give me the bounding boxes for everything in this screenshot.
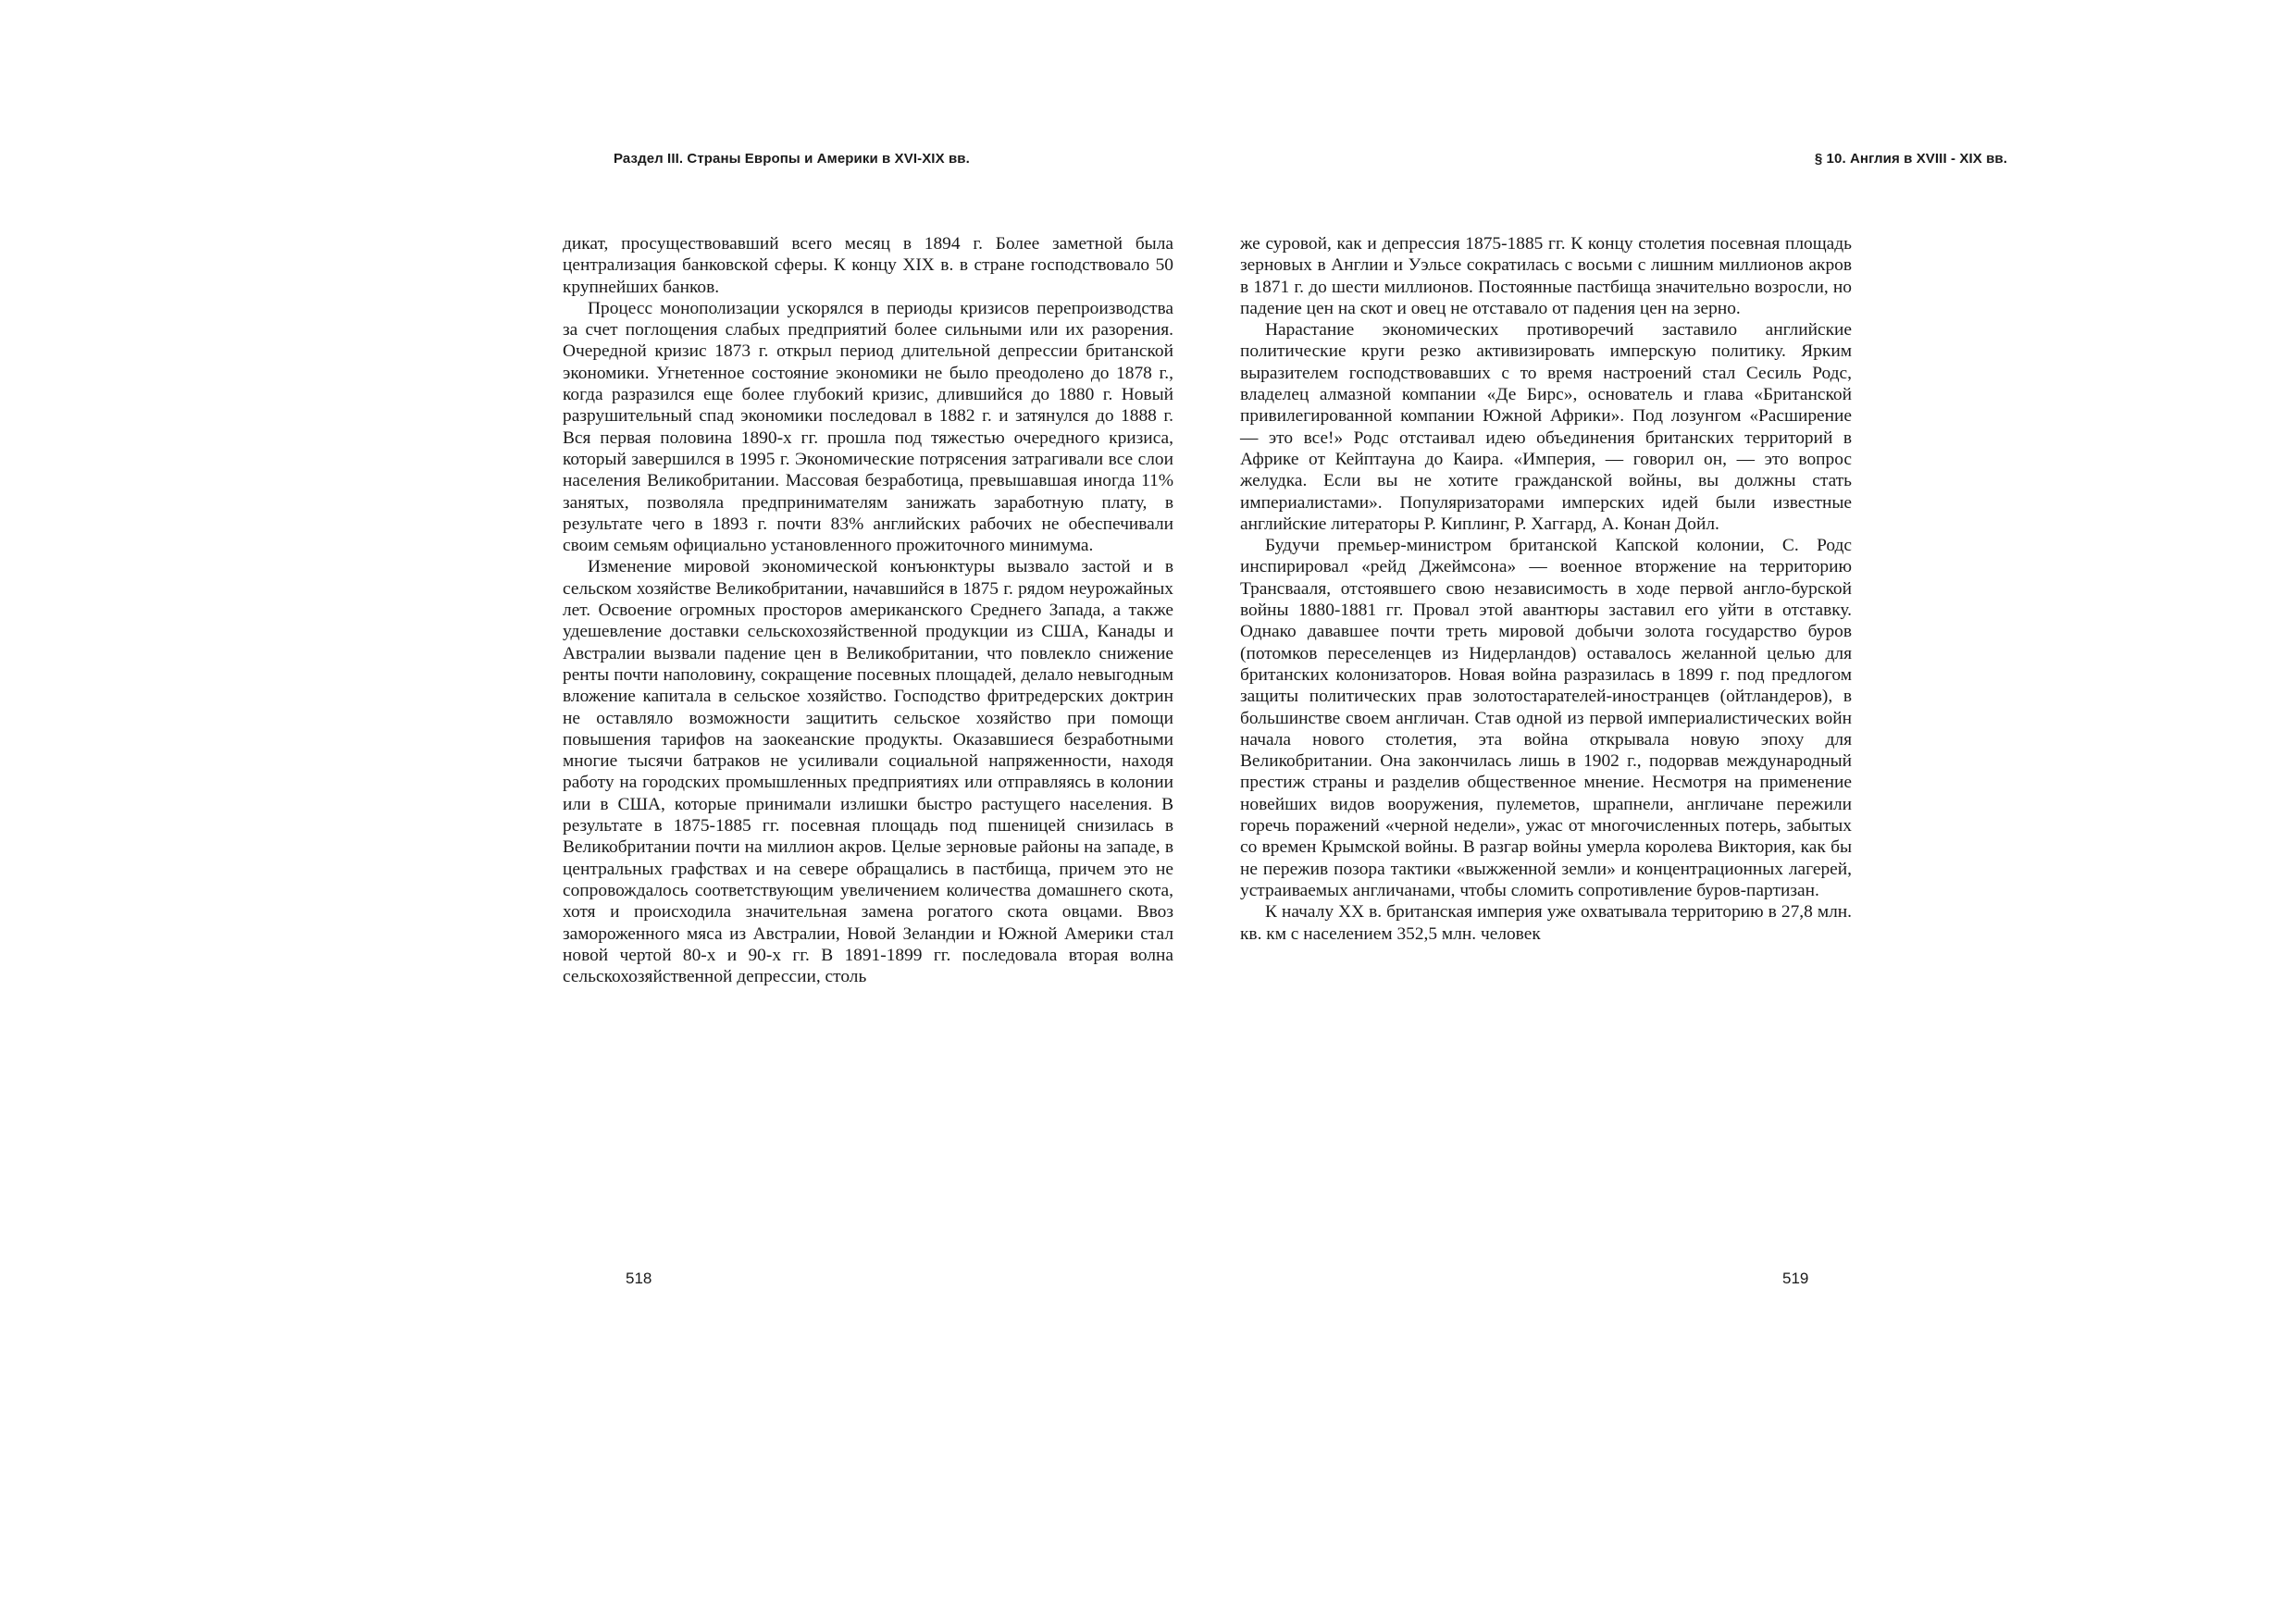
left-text-block bbox=[563, 233, 1173, 987]
right-running-head: § 10. Англия в XVIII - XIX вв. bbox=[1814, 151, 2007, 167]
right-page-number: 519 bbox=[1782, 1270, 1809, 1287]
left-running-head: Раздел III. Страны Европы и Америки в XVI-XIX вв. bbox=[614, 151, 970, 167]
left-paragraph-1: дикат, просуществовавший всего месяц в 1894 г. Более заметной была централизация банковской сферы. К концу XIX в. в стране господствовало 50 крупнейших банков. bbox=[563, 234, 1173, 297]
right-paragraph-2: Нарастание экономических противоречий заставило английские политические круги резко активизировать имперскую политику. Ярким выразителем господствовавших с то время настроений стал Сесиль Родс, владелец алмазной компании «Де Бирс», основатель и глава «Британской привилегированной компании Южной Африки». Под лозунгом «Расширение — это все!» Родс отстаивал идею объединения британских территорий в Африке от Кейптауна до Каира. «Империя, — говорил он, — это вопрос желудка. Если вы не хотите гражданской войны, вы должны стать империалистами». Популяризаторами имперских идей были известные английские литераторы Р. Киплинг, Р. Хаггард, А. Конан Дойл. bbox=[1240, 320, 1852, 534]
left-page-number: 518 bbox=[626, 1270, 652, 1287]
right-page bbox=[1148, 0, 2296, 1623]
left-paragraph-2: Процесс монополизации ускорялся в периоды кризисов перепроизводства за счет поглощения слабых предприятий более сильными или их разорения. Очередной кризис 1873 г. открыл период длительной депрессии британской экономики. Угнетенное состояние экономики не было преодолено до 1878 г., когда разразился еще более глубокий кризис, длившийся до 1880 г. Новый разрушительный спад экономики последовал в 1882 г. и затянулся до 1888 г. Вся первая половина 1890-х гг. прошла под тяжестью очередного кризиса, который завершился в 1995 г. Экономические потрясения затрагивали все слои населения Великобритании. Массовая безработица, превышавшая иногда 11% занятых, позволяла предпринимателям занижать заработную плату, в результате чего в 1893 г. почти 83% английских рабочих не обеспечивали своим семьям официально установленного прожиточного минимума. bbox=[563, 298, 1173, 556]
right-paragraph-4: К началу XX в. британская империя уже охватывала территорию в 27,8 млн. кв. км с населением 352,5 млн. человек bbox=[1240, 902, 1852, 944]
right-text-block bbox=[1240, 233, 1852, 945]
right-paragraph-1: же суровой, как и депрессия 1875-1885 гг. К концу столетия посевная площадь зерновых в Англии и Уэльсе сократилась с восьми с лишним миллионов акров в 1871 г. до шести миллионов. Постоянные пастбища значительно возросли, но падение цен на скот и овец не отставало от падения цен на зерно. bbox=[1240, 234, 1852, 318]
left-paragraph-3: Изменение мировой экономической конъюнктуры вызвало застой и в сельском хозяйстве Великобритании, начавшийся в 1875 г. рядом неурожайных лет. Освоение огромных просторов американского Среднего Запада, а также удешевление доставки сельскохозяйственной продукции из США, Канады и Австралии вызвали падение цен в Великобритании, что повлекло снижение ренты почти наполовину, сокращение посевных площадей, делало невыгодным вложение капитала в сельское хозяйство. Господство фритредерских доктрин не оставляло возможности защитить сельское хозяйство при помощи повышения тарифов на заокеанские продукты. Оказавшиеся безработными многие тысячи батраков не усиливали социальной напряженности, находя работу на городских промышленных предприятиях или отправляясь в колонии или в США, которые принимали излишки быстро растущего населения. В результате в 1875-1885 гг. посевная площадь под пшеницей снизилась в Великобритании почти на миллион акров. Целые зерновые районы на западе, в центральных графствах и на севере обращались в пастбища, причем это не сопровождалось соответствующим увеличением количества домашнего скота, хотя и происходила значительная замена рогатого скота овцами. Ввоз замороженного мяса из Австралии, Новой Зеландии и Южной Америки стал новой чертой 80-х и 90-х гг. В 1891-1899 гг. последовала вторая волна сельскохозяйственной депрессии, столь bbox=[563, 557, 1173, 987]
right-paragraph-3: Будучи премьер-министром британской Капской колонии, С. Родс инспирировал «рейд Джеймсона» — военное вторжение на территорию Трансвааля, отстоявшего свою независимость в ходе первой англо-бурской войны 1880-1881 гг. Провал этой авантюры заставил его уйти в отставку. Однако дававшее почти треть мировой добычи золота государство буров (потомков переселенцев из Нидерландов) оставалось желанной целью для британских колонизаторов. Новая война разразилась в 1899 г. под предлогом защиты политических прав золотостарателей-иностранцев (ойтландеров), в большинстве своем англичан. Став одной из первой империалистических войн начала нового столетия, эта война открывала новую эпоху для Великобритании. Она закончилась лишь в 1902 г., подорвав международный престиж страны и разделив общественное мнение. Несмотря на применение новейших видов вооружения, пулеметов, шрапнели, англичане пережили горечь поражений «черной недели», ужас от многочисленных потерь, забытых со времен Крымской войны. В разгар войны умерла королева Виктория, как бы не пережив позора тактики «выжженной земли» и концентрационных лагерей, устраиваемых англичанами, чтобы сломить сопротивление буров-партизан. bbox=[1240, 536, 1852, 900]
